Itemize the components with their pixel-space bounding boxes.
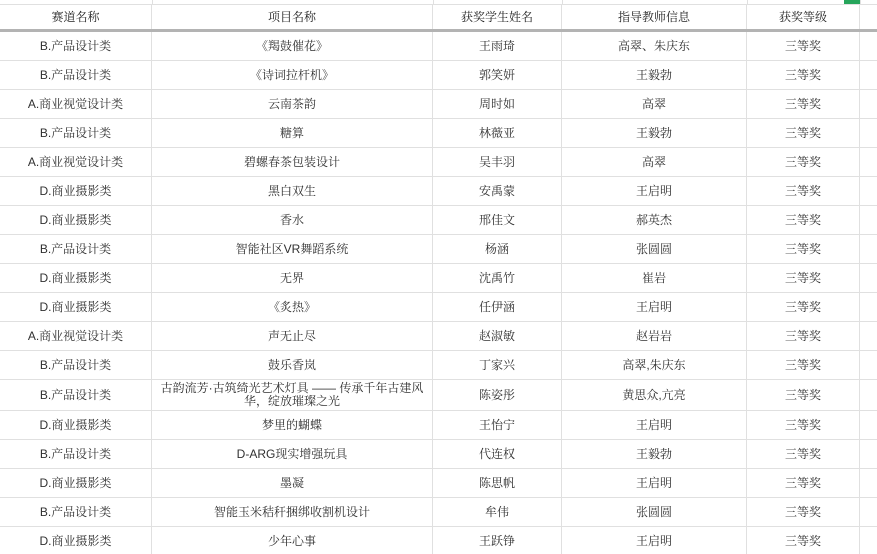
cell-project[interactable]: 智能玉米秸秆捆绑收割机设计: [152, 498, 433, 527]
cell-project[interactable]: 鼓乐香岚: [152, 351, 433, 380]
header-award[interactable]: 获奖等级: [747, 5, 860, 29]
cell-student[interactable]: 郭笑妍: [433, 61, 562, 90]
cell-track[interactable]: B.产品设计类: [0, 380, 152, 411]
cell-award[interactable]: 三等奖: [747, 411, 860, 440]
table-row: [0, 90, 877, 119]
cell-teacher[interactable]: 崔岩: [562, 264, 747, 293]
gridline: [747, 0, 748, 4]
cell-teacher[interactable]: 王启明: [562, 469, 747, 498]
cell-project[interactable]: 声无止尽: [152, 322, 433, 351]
cell-award[interactable]: 三等奖: [747, 119, 860, 148]
cell-empty[interactable]: [860, 32, 877, 61]
cell-empty[interactable]: [860, 293, 877, 322]
cell-award[interactable]: 三等奖: [747, 177, 860, 206]
cell-teacher[interactable]: 高翠,朱庆东: [562, 351, 747, 380]
cell-student[interactable]: 王怡宁: [433, 411, 562, 440]
cell-track[interactable]: B.产品设计类: [0, 235, 152, 264]
gridline: [433, 0, 434, 4]
cell-track[interactable]: D.商业摄影类: [0, 469, 152, 498]
header-empty[interactable]: [860, 5, 877, 29]
cell-empty[interactable]: [860, 498, 877, 527]
cell-project[interactable]: 无界: [152, 264, 433, 293]
cell-selection-highlight: [844, 0, 860, 4]
cell-track[interactable]: D.商业摄影类: [0, 264, 152, 293]
cell-teacher[interactable]: 高翠: [562, 148, 747, 177]
table-row: [0, 351, 877, 380]
cell-student[interactable]: 陈姿彤: [433, 380, 562, 411]
cell-student[interactable]: 赵淑敏: [433, 322, 562, 351]
cell-track[interactable]: A.商业视觉设计类: [0, 322, 152, 351]
cell-empty[interactable]: [860, 440, 877, 469]
cell-award[interactable]: 三等奖: [747, 351, 860, 380]
cell-teacher[interactable]: 王启明: [562, 177, 747, 206]
cell-student[interactable]: 代连权: [433, 440, 562, 469]
cell-empty[interactable]: [860, 148, 877, 177]
cell-award[interactable]: 三等奖: [747, 440, 860, 469]
cell-empty[interactable]: [860, 322, 877, 351]
cell-project[interactable]: 梦里的蝴蝶: [152, 411, 433, 440]
table-row: [0, 440, 877, 469]
cell-project[interactable]: 智能社区VR舞蹈系统: [152, 235, 433, 264]
cell-award[interactable]: 三等奖: [747, 148, 860, 177]
cell-empty[interactable]: [860, 411, 877, 440]
table-row: [0, 61, 877, 90]
cell-student[interactable]: 邢佳文: [433, 206, 562, 235]
cell-track[interactable]: B.产品设计类: [0, 440, 152, 469]
cell-student[interactable]: 王雨琦: [433, 32, 562, 61]
cell-award[interactable]: 三等奖: [747, 322, 860, 351]
table-row: [0, 293, 877, 322]
cell-teacher[interactable]: 王启明: [562, 293, 747, 322]
table-header-row: [0, 4, 877, 29]
gridline: [860, 0, 861, 4]
cell-teacher[interactable]: 张圆圆: [562, 498, 747, 527]
cell-student[interactable]: 杨涵: [433, 235, 562, 264]
cell-teacher[interactable]: 王毅勃: [562, 440, 747, 469]
cell-empty[interactable]: [860, 177, 877, 206]
cell-track[interactable]: B.产品设计类: [0, 351, 152, 380]
cell-project[interactable]: 糖算: [152, 119, 433, 148]
table-row: [0, 177, 877, 206]
table-row: [0, 380, 877, 411]
cell-track[interactable]: D.商业摄影类: [0, 411, 152, 440]
cell-award[interactable]: 三等奖: [747, 264, 860, 293]
gridline: [152, 0, 153, 4]
cell-empty[interactable]: [860, 206, 877, 235]
cell-track[interactable]: B.产品设计类: [0, 498, 152, 527]
cell-track[interactable]: D.商业摄影类: [0, 177, 152, 206]
table-row: [0, 322, 877, 351]
cell-award[interactable]: 三等奖: [747, 293, 860, 322]
cell-teacher[interactable]: 郝英杰: [562, 206, 747, 235]
cell-empty[interactable]: [860, 264, 877, 293]
cell-project[interactable]: 墨凝: [152, 469, 433, 498]
cell-teacher[interactable]: 高翠: [562, 90, 747, 119]
cell-award[interactable]: 三等奖: [747, 32, 860, 61]
table-row: [0, 469, 877, 498]
cell-empty[interactable]: [860, 351, 877, 380]
cell-empty[interactable]: [860, 469, 877, 498]
cell-award[interactable]: 三等奖: [747, 380, 860, 411]
cell-student[interactable]: 林薇亚: [433, 119, 562, 148]
table-row: [0, 148, 877, 177]
cell-track[interactable]: A.商业视觉设计类: [0, 90, 152, 119]
cell-project[interactable]: 少年心事: [152, 527, 433, 554]
table-row: [0, 498, 877, 527]
cell-student[interactable]: 周时如: [433, 90, 562, 119]
cell-project[interactable]: 碧螺春茶包装设计: [152, 148, 433, 177]
cell-student[interactable]: 沈禹竹: [433, 264, 562, 293]
cell-track[interactable]: B.产品设计类: [0, 119, 152, 148]
header-track[interactable]: 赛道名称: [0, 5, 152, 29]
cell-student[interactable]: 陈思帆: [433, 469, 562, 498]
cell-student[interactable]: 吴丰羽: [433, 148, 562, 177]
scrolled-row-sliver: [0, 0, 877, 4]
cell-project[interactable]: 《炙热》: [152, 293, 433, 322]
cell-empty[interactable]: [860, 235, 877, 264]
cell-project[interactable]: 《羯鼓催花》: [152, 32, 433, 61]
cell-award[interactable]: 三等奖: [747, 527, 860, 554]
cell-teacher[interactable]: 王毅勃: [562, 119, 747, 148]
cell-student[interactable]: 任伊涵: [433, 293, 562, 322]
cell-project[interactable]: 古韵流芳·古筑绮光艺术灯具 —— 传承千年古建风华，绽放璀璨之光: [152, 380, 433, 411]
cell-empty[interactable]: [860, 90, 877, 119]
cell-award[interactable]: 三等奖: [747, 61, 860, 90]
cell-track[interactable]: B.产品设计类: [0, 61, 152, 90]
cell-track[interactable]: A.商业视觉设计类: [0, 148, 152, 177]
cell-track[interactable]: B.产品设计类: [0, 32, 152, 61]
cell-student[interactable]: 丁家兴: [433, 351, 562, 380]
cell-teacher[interactable]: 张圆圆: [562, 235, 747, 264]
cell-project[interactable]: 黑白双生: [152, 177, 433, 206]
cell-empty[interactable]: [860, 527, 877, 554]
cell-student[interactable]: 牟伟: [433, 498, 562, 527]
header-student[interactable]: 获奖学生姓名: [433, 5, 562, 29]
cell-empty[interactable]: [860, 380, 877, 411]
cell-student[interactable]: 安禹蒙: [433, 177, 562, 206]
cell-award[interactable]: 三等奖: [747, 235, 860, 264]
cell-award[interactable]: 三等奖: [747, 469, 860, 498]
cell-empty[interactable]: [860, 61, 877, 90]
cell-student[interactable]: 王跃铮: [433, 527, 562, 554]
table-row: [0, 206, 877, 235]
cell-project[interactable]: 香水: [152, 206, 433, 235]
table-row: [0, 119, 877, 148]
table-row: [0, 32, 877, 61]
cell-teacher[interactable]: 王毅勃: [562, 61, 747, 90]
cell-teacher[interactable]: 高翠、朱庆东: [562, 32, 747, 61]
cell-teacher[interactable]: 赵岩岩: [562, 322, 747, 351]
cell-award[interactable]: 三等奖: [747, 90, 860, 119]
cell-empty[interactable]: [860, 119, 877, 148]
gridline: [562, 0, 563, 4]
cell-award[interactable]: 三等奖: [747, 206, 860, 235]
table-row: [0, 411, 877, 440]
header-project[interactable]: 项目名称: [152, 5, 433, 29]
cell-project[interactable]: 《诗词拉杆机》: [152, 61, 433, 90]
cell-project[interactable]: D-ARG现实增强玩具: [152, 440, 433, 469]
cell-teacher[interactable]: 黄思众,亢亮: [562, 380, 747, 411]
table-row: [0, 235, 877, 264]
cell-teacher[interactable]: 王启明: [562, 527, 747, 554]
cell-project[interactable]: 云南茶韵: [152, 90, 433, 119]
cell-track[interactable]: D.商业摄影类: [0, 206, 152, 235]
header-teacher[interactable]: 指导教师信息: [562, 5, 747, 29]
table-row: [0, 527, 877, 554]
cell-track[interactable]: D.商业摄影类: [0, 293, 152, 322]
cell-teacher[interactable]: 王启明: [562, 411, 747, 440]
cell-track[interactable]: D.商业摄影类: [0, 527, 152, 554]
table-row: [0, 264, 877, 293]
cell-award[interactable]: 三等奖: [747, 498, 860, 527]
